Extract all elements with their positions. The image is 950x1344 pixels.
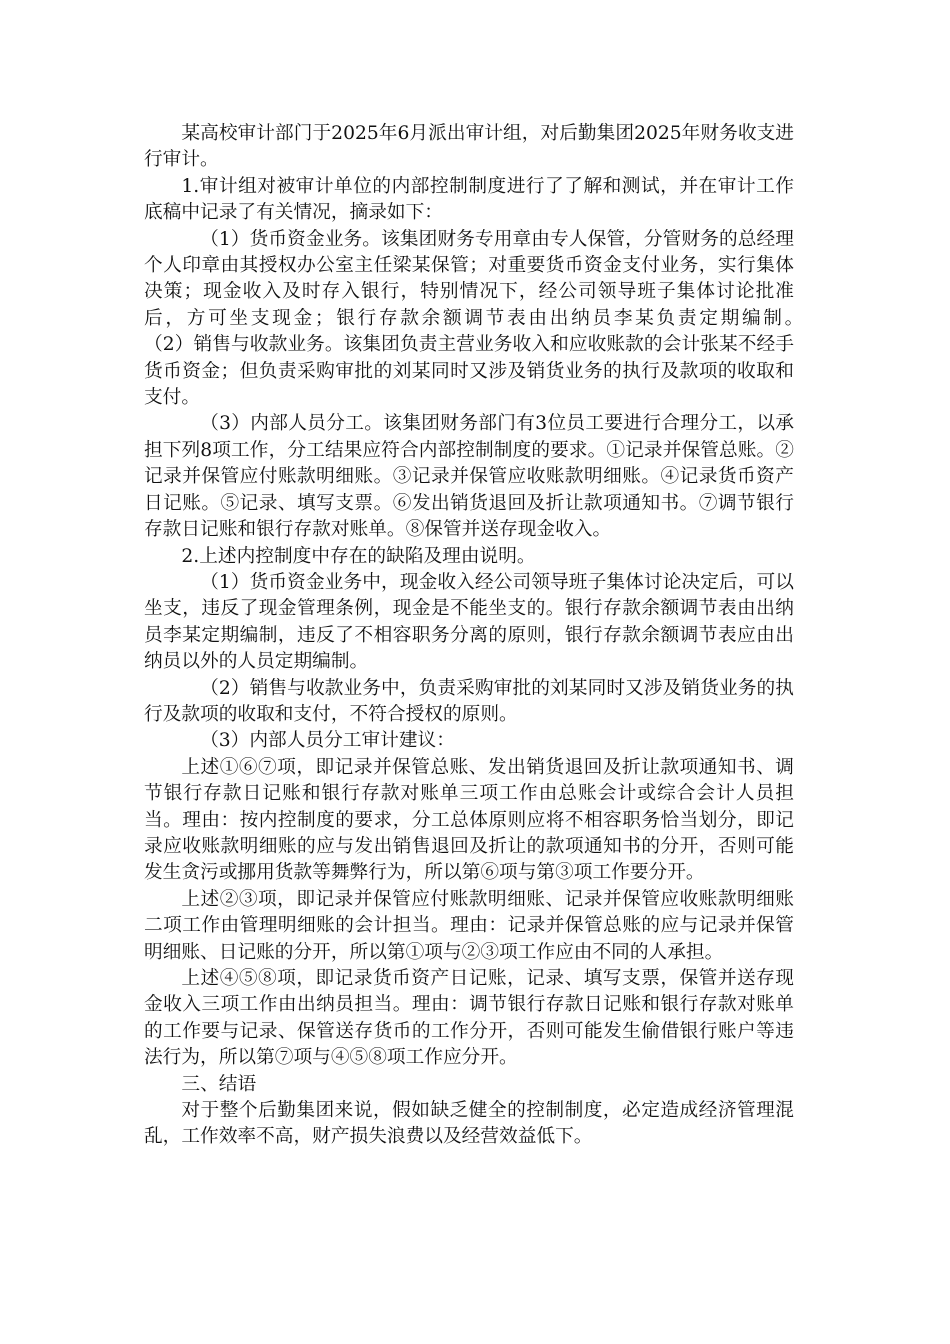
document-body xyxy=(144,121,869,1151)
section-2-heading: 2.上述内控制度中存在的缺陷及理由说明。 xyxy=(181,545,536,567)
section-1-heading: 1.审计组对被审计单位的内部控制制度进行了了解和测试，并在审计工作底稿中记录了有关情况，摘录如下： xyxy=(144,175,794,224)
item-3-staff-division: （3）内部人员分工。该集团财务部门有3位员工要进行合理分工，以承担下列8项工作，分工结果应符合内部控制制度的要求。①记录并保管总账。②记录并保管应付账款明细账。③记录并保管应收账款明细账。④记录货币资产日记账。⑤记录、填写支票。⑥发出销货退回及折让款项通知书。⑦调节银行存款日记账和银行存款对账单。⑧保管并送存现金收入。 xyxy=(144,413,794,541)
conclusion-heading: 三、结语 xyxy=(181,1073,257,1095)
suggestion-2-paragraph: 上述②③项，即记录并保管应付账款明细账、记录并保管应收账款明细账二项工作由管理明细账的会计担当。理由：记录并保管总账的应与记录并保管明细账、日记账的分开，所以第①项与②③项工作应由不同的人承担。 xyxy=(144,888,794,963)
item-1-cash-business: （1）货币资金业务。该集团财务专用章由专人保管，分管财务的总经理个人印章由其授权办公室主任梁某保管；对重要货币资金支付业务，实行集体决策；现金收入及时存入银行，特别情况下，经公司领导班子集体讨论批准后，方可坐支现金；银行存款余额调节表由出纳员李某负责定期编制。 （2）销售与收款业务。该集团负责主营业务收入和应收账款的会计张某不经手货币资金；但负责采购审批的刘某同时又涉及销货业务的执行及款项的收取和支付。 xyxy=(144,228,869,409)
defect-3-heading: （3）内部人员分工审计建议： xyxy=(200,730,455,752)
defect-1-paragraph: （1）货币资金业务中，现金收入经公司领导班子集体讨论决定后，可以坐支，违反了现金管理条例，现金是不能坐支的。银行存款余额调节表由出纳员李某定期编制，违反了不相容职务分离的原则，银行存款余额调节表应由出纳员以外的人员定期编制。 xyxy=(144,571,794,673)
defect-2-paragraph: （2）销售与收款业务中，负责采购审批的刘某同时又涉及销货业务的执行及款项的收取和支付，不符合授权的原则。 xyxy=(144,677,794,725)
intro-paragraph: 某高校审计部门于2025年6月派出审计组，对后勤集团2025年财务收支进行审计。 xyxy=(144,123,794,171)
suggestion-1-paragraph: 上述①⑥⑦项，即记录并保管总账、发出销货退回及折让款项通知书、调节银行存款日记账和银行存款对账单三项工作由总账会计或综合会计人员担当。理由：按内控制度的要求，分工总体原则应将不相容职务恰当划分，即记录应收账款明细账的应与发出销售退回及折让的款项通知书的分开，否则可能发生贪污或挪用货款等舞弊行为，所以第⑥项与第③项工作要分开。 xyxy=(144,756,794,884)
suggestion-3-paragraph: 上述④⑤⑧项，即记录货币资产日记账，记录、填写支票，保管并送存现金收入三项工作由出纳员担当。理由：调节银行存款日记账和银行存款对账单的工作要与记录、保管送存货币的工作分开，否则可能发生偷借银行账户等违法行为，所以第⑦项与④⑤⑧项工作应分开。 xyxy=(144,968,794,1069)
conclusion-paragraph: 对于整个后勤集团来说，假如缺乏健全的控制制度，必定造成经济管理混乱，工作效率不高，财产损失浪费以及经营效益低下。 xyxy=(144,1100,794,1148)
